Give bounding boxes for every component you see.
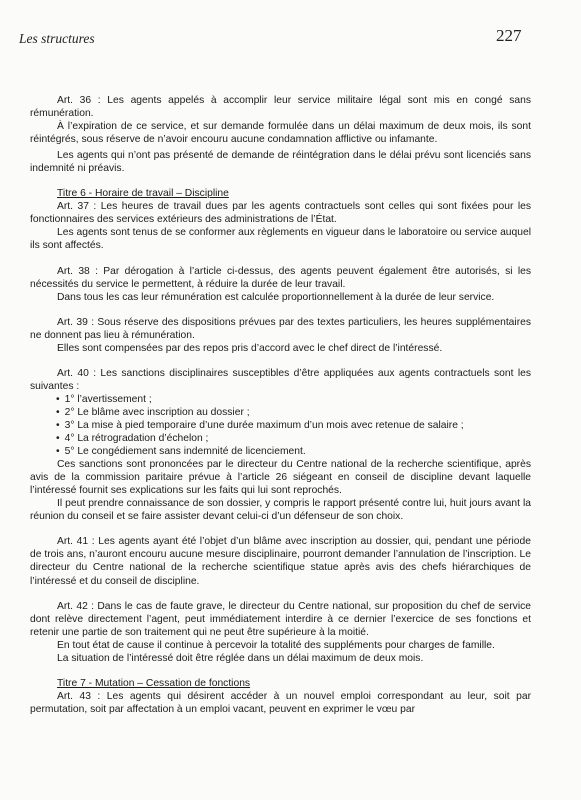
list-item: • 1° l’avertissement ; — [56, 393, 531, 406]
running-header-section-title: Les structures — [19, 31, 95, 46]
sanctions-list — [30, 393, 531, 458]
document-body — [30, 94, 531, 716]
art40-paragraph-3: Il peut prendre connaissance de son dossier, y compris le rapport présenté contre lui, huit jours avant la réunion du conseil et se faire assister devant celui-ci d’un défenseur de son choix. — [30, 498, 531, 523]
art36-paragraph-2: À l’expiration de ce service, et sur demande formulée dans un délai maximum de deux mois, ils sont réintégrés, sous réserve de n’avoir encouru aucune condamnation afflictive ou infamante. — [30, 121, 531, 146]
list-item: • 2° Le blâme avec inscription au dossier ; — [56, 406, 531, 419]
art36-paragraph-3: Les agents qui n’ont pas présenté de demande de réintégration dans le délai prévu sont licenciés sans indemnité ni préavis. — [30, 150, 531, 175]
art42-paragraph-1: Art. 42 : Dans le cas de faute grave, le directeur du Centre national, sur proposition du chef de service dont relève directement l’agent, peut immédiatement interdire à ce dernier l’exercice de ses fonctions et retenir une partie de son traitement qui ne peut être supérieure à la moitié. — [30, 600, 531, 638]
art38-paragraph-1: Art. 38 : Par dérogation à l’article ci-dessus, des agents peuvent également être autorisés, si les nécessités du service le permettent, à réduire la durée de leur travail. — [30, 265, 531, 290]
list-item: • 4° La rétrogradation d’échelon ; — [56, 432, 531, 445]
art37-paragraph-1: Art. 37 : Les heures de travail dues par les agents contractuels sont celles qui sont fixées pour les fonctionnaires des services extérieurs des administrations de l’État. — [30, 201, 531, 226]
list-item: • 5° Le congédiement sans indemnité de licenciement. — [56, 445, 531, 458]
art37-paragraph-2: Les agents sont tenus de se conformer aux règlements en vigueur dans le laboratoire ou service auquel ils sont affectés. — [30, 227, 531, 252]
art39-paragraph-2: Elles sont compensées par des repos pris d’accord avec le chef direct de l’intéressé. — [57, 342, 443, 354]
art43-paragraph: Art. 43 : Les agents qui désirent accéder à un nouvel emploi correspondant au leur, soit par permutation, soit par affectation à un emploi vacant, peuvent en exprimer le vœu par — [30, 690, 531, 715]
art41-paragraph: Art. 41 : Les agents ayant été l’objet d’un blâme avec inscription au dossier, qui, pendant une période de trois ans, n’auront encouru aucune mesure disciplinaire, pourront demander l’annulation de l’inscription. Le directeur du Centre national de la recherche scientifique statue après avis des chefs hiérarchiques de l’intéressé et du conseil de discipline. — [30, 536, 531, 587]
art38-paragraph-2: Dans tous les cas leur rémunération est calculée proportionnellement à la durée de leur service. — [57, 291, 495, 303]
art39-paragraph-1: Art. 39 : Sous réserve des dispositions prévues par des textes particuliers, les heures supplémentaires ne donnent pas lieu à rémunération. — [30, 316, 531, 341]
art40-paragraph-1: Art. 40 : Les sanctions disciplinaires susceptibles d’être appliquées aux agents contractuels sont les suivantes : — [30, 367, 531, 392]
art40-paragraph-2: Ces sanctions sont prononcées par le directeur du Centre national de la recherche scientifique, après avis de la commission paritaire prévue à l’article 26 siégeant en conseil de discipline devant laquelle l’intéressé fournit ses explications sur les faits qui lui sont reprochés. — [30, 459, 531, 497]
art42-paragraph-2: En tout état de cause il continue à percevoir la totalité des suppléments pour charges de famille. — [57, 639, 495, 651]
page-number: 227 — [496, 26, 522, 45]
list-item: • 3° La mise à pied temporaire d’une durée maximum d’un mois avec retenue de salaire ; — [56, 419, 531, 432]
section-title-6: Titre 6 - Horaire de travail – Discipline — [57, 188, 229, 200]
section-title-7: Titre 7 - Mutation – Cessation de fonctions — [57, 677, 251, 689]
art42-paragraph-3: La situation de l’intéressé doit être réglée dans un délai maximum de deux mois. — [57, 652, 424, 664]
art36-paragraph-1: Art. 36 : Les agents appelés à accomplir leur service militaire légal sont mis en congé sans rémunération. — [30, 95, 531, 120]
